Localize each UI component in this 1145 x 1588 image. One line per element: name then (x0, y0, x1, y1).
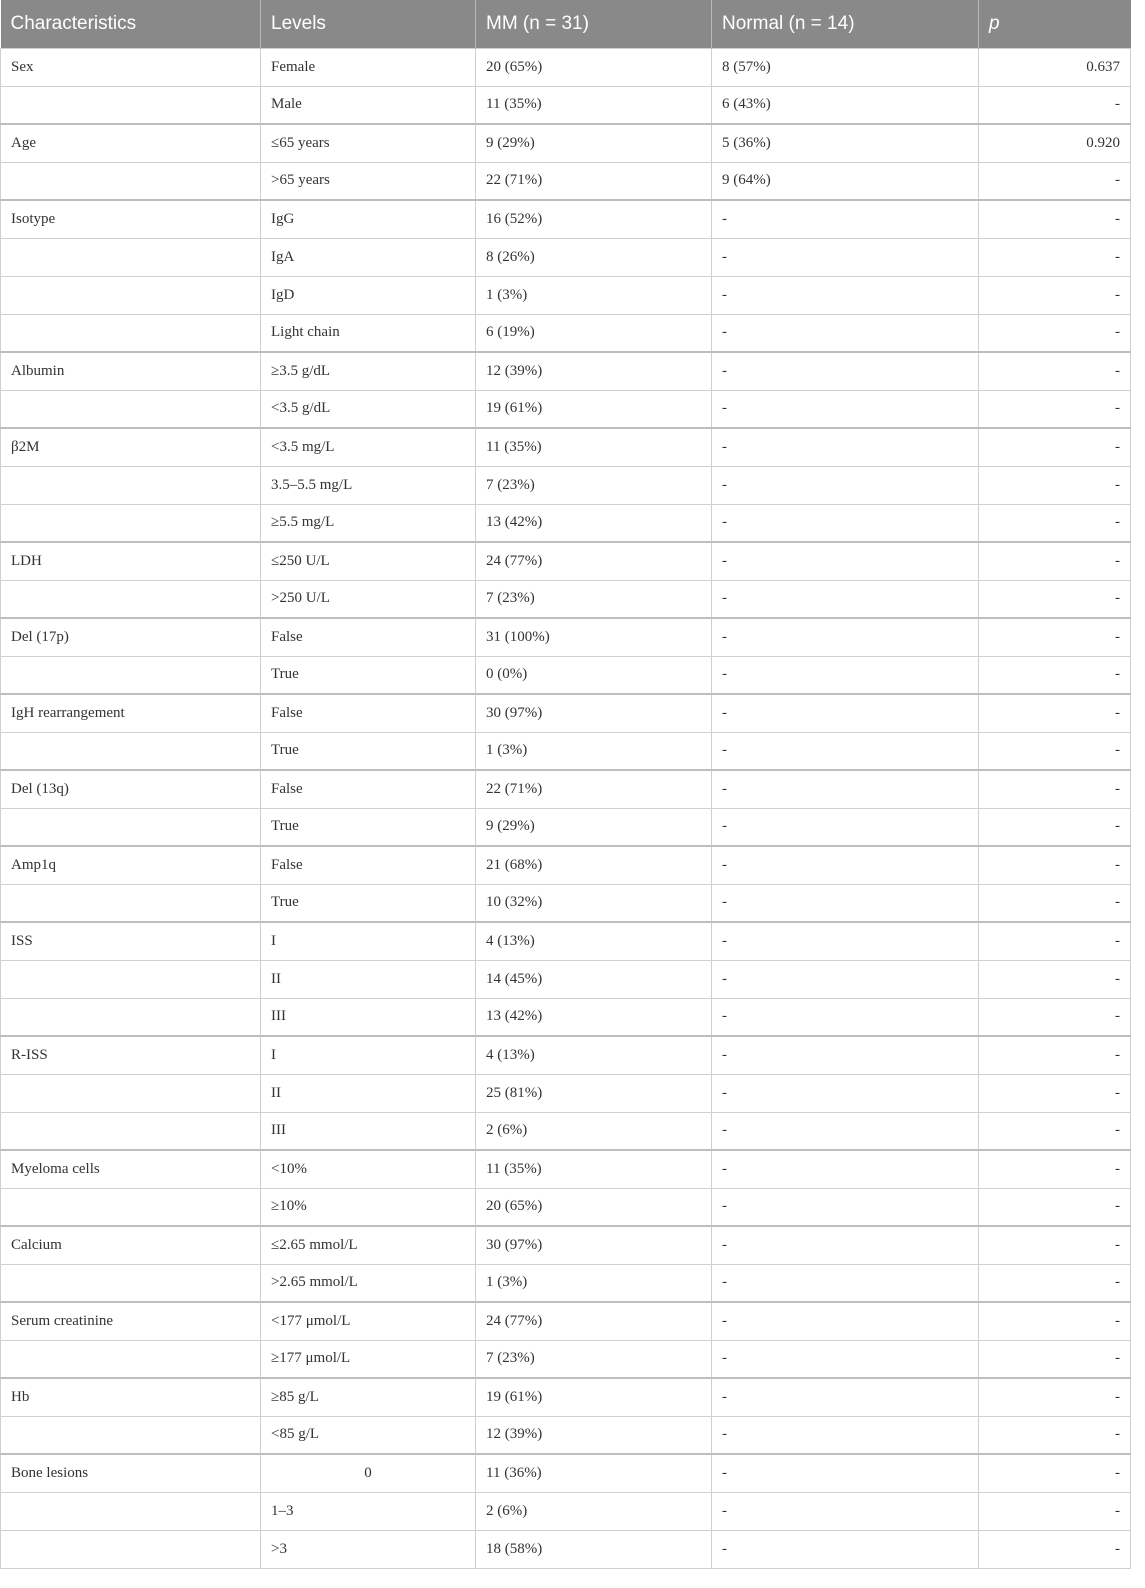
cell-normal: - (712, 428, 979, 466)
cell-p-value: - (979, 86, 1131, 124)
cell-characteristic (1, 998, 261, 1036)
cell-mm: 4 (13%) (476, 1036, 712, 1074)
cell-characteristic: IgH rearrangement (1, 694, 261, 732)
cell-level: False (261, 694, 476, 732)
cell-level: I (261, 1036, 476, 1074)
cell-level: ≤2.65 mmol/L (261, 1226, 476, 1264)
header-row (1, 0, 1131, 48)
cell-mm: 1 (3%) (476, 1264, 712, 1302)
cell-normal: - (712, 200, 979, 238)
cell-characteristic (1, 390, 261, 428)
cell-mm: 13 (42%) (476, 998, 712, 1036)
cell-mm: 20 (65%) (476, 48, 712, 86)
cell-level: IgA (261, 238, 476, 276)
cell-p-value: - (979, 618, 1131, 656)
table-row (1, 504, 1131, 542)
cell-normal: - (712, 922, 979, 960)
cell-characteristic (1, 162, 261, 200)
cell-p-value: - (979, 314, 1131, 352)
cell-characteristic (1, 238, 261, 276)
cell-normal: - (712, 1454, 979, 1492)
cell-normal: - (712, 238, 979, 276)
cell-mm: 14 (45%) (476, 960, 712, 998)
cell-mm: 10 (32%) (476, 884, 712, 922)
table-row (1, 1074, 1131, 1112)
table-row (1, 580, 1131, 618)
cell-p-value: - (979, 1378, 1131, 1416)
cell-characteristic (1, 276, 261, 314)
cell-mm: 11 (35%) (476, 1150, 712, 1188)
cell-characteristic: ISS (1, 922, 261, 960)
cell-characteristic (1, 466, 261, 504)
cell-characteristic (1, 1112, 261, 1150)
cell-characteristic: Del (13q) (1, 770, 261, 808)
table-body (1, 48, 1131, 1568)
cell-p-value: - (979, 846, 1131, 884)
cell-mm: 16 (52%) (476, 200, 712, 238)
cell-characteristic (1, 504, 261, 542)
cell-level: ≥3.5 g/dL (261, 352, 476, 390)
cell-mm: 19 (61%) (476, 1378, 712, 1416)
cell-normal: - (712, 466, 979, 504)
table-row (1, 238, 1131, 276)
cell-characteristic (1, 1492, 261, 1530)
cell-level: Female (261, 48, 476, 86)
table-row (1, 352, 1131, 390)
table-row (1, 542, 1131, 580)
table-row (1, 48, 1131, 86)
cell-level: <10% (261, 1150, 476, 1188)
cell-p-value: 0.920 (979, 124, 1131, 162)
cell-normal: 5 (36%) (712, 124, 979, 162)
cell-p-value: - (979, 770, 1131, 808)
table-row (1, 1530, 1131, 1568)
cell-p-value: - (979, 466, 1131, 504)
table-row (1, 1492, 1131, 1530)
cell-p-value: 0.637 (979, 48, 1131, 86)
cell-p-value: - (979, 1074, 1131, 1112)
cell-p-value: - (979, 808, 1131, 846)
cell-normal: - (712, 1074, 979, 1112)
cell-p-value: - (979, 694, 1131, 732)
cell-normal: - (712, 808, 979, 846)
cell-characteristic: β2M (1, 428, 261, 466)
cell-p-value: - (979, 580, 1131, 618)
cell-characteristic (1, 732, 261, 770)
cell-p-value: - (979, 200, 1131, 238)
table-row (1, 1150, 1131, 1188)
cell-mm: 12 (39%) (476, 1416, 712, 1454)
table-row (1, 998, 1131, 1036)
cell-level: II (261, 1074, 476, 1112)
cell-mm: 22 (71%) (476, 162, 712, 200)
cell-normal: - (712, 1150, 979, 1188)
cell-p-value: - (979, 1188, 1131, 1226)
cell-p-value: - (979, 1036, 1131, 1074)
cell-mm: 18 (58%) (476, 1530, 712, 1568)
cell-characteristic: Calcium (1, 1226, 261, 1264)
table-row (1, 656, 1131, 694)
cell-level: IgD (261, 276, 476, 314)
table-row (1, 694, 1131, 732)
cell-mm: 24 (77%) (476, 1302, 712, 1340)
cell-p-value: - (979, 352, 1131, 390)
cell-mm: 1 (3%) (476, 732, 712, 770)
cell-mm: 7 (23%) (476, 1340, 712, 1378)
cell-normal: - (712, 1416, 979, 1454)
cell-normal: - (712, 276, 979, 314)
table-row (1, 884, 1131, 922)
cell-normal: - (712, 732, 979, 770)
cell-mm: 13 (42%) (476, 504, 712, 542)
header-mm: MM (n = 31) (476, 0, 712, 48)
table-row (1, 1188, 1131, 1226)
cell-normal: - (712, 846, 979, 884)
cell-normal: - (712, 960, 979, 998)
cell-level: III (261, 1112, 476, 1150)
cell-level: <3.5 mg/L (261, 428, 476, 466)
table-row (1, 200, 1131, 238)
cell-level: False (261, 770, 476, 808)
cell-mm: 30 (97%) (476, 694, 712, 732)
cell-mm: 7 (23%) (476, 580, 712, 618)
cell-characteristic (1, 1340, 261, 1378)
cell-level: ≥177 μmol/L (261, 1340, 476, 1378)
cell-level: True (261, 884, 476, 922)
table-row (1, 1226, 1131, 1264)
table-row (1, 276, 1131, 314)
cell-level: ≥85 g/L (261, 1378, 476, 1416)
cell-characteristic (1, 1530, 261, 1568)
cell-level: <177 μmol/L (261, 1302, 476, 1340)
cell-mm: 19 (61%) (476, 390, 712, 428)
cell-mm: 25 (81%) (476, 1074, 712, 1112)
cell-characteristic (1, 884, 261, 922)
cell-mm: 22 (71%) (476, 770, 712, 808)
cell-p-value: - (979, 504, 1131, 542)
cell-mm: 11 (36%) (476, 1454, 712, 1492)
cell-normal: - (712, 1492, 979, 1530)
cell-mm: 4 (13%) (476, 922, 712, 960)
cell-characteristic: R-ISS (1, 1036, 261, 1074)
cell-level: ≤250 U/L (261, 542, 476, 580)
cell-p-value: - (979, 656, 1131, 694)
table-row (1, 1454, 1131, 1492)
cell-mm: 8 (26%) (476, 238, 712, 276)
cell-normal: 6 (43%) (712, 86, 979, 124)
cell-p-value: - (979, 960, 1131, 998)
cell-mm: 12 (39%) (476, 352, 712, 390)
cell-mm: 24 (77%) (476, 542, 712, 580)
cell-p-value: - (979, 732, 1131, 770)
cell-normal: - (712, 1378, 979, 1416)
cell-p-value: - (979, 1530, 1131, 1568)
cell-mm: 30 (97%) (476, 1226, 712, 1264)
cell-level: <3.5 g/dL (261, 390, 476, 428)
cell-level: III (261, 998, 476, 1036)
cell-mm: 11 (35%) (476, 428, 712, 466)
cell-level: >65 years (261, 162, 476, 200)
cell-characteristic (1, 1264, 261, 1302)
cell-mm: 6 (19%) (476, 314, 712, 352)
cell-normal: - (712, 1530, 979, 1568)
cell-characteristic (1, 86, 261, 124)
cell-normal: - (712, 1226, 979, 1264)
cell-characteristic: Sex (1, 48, 261, 86)
cell-mm: 31 (100%) (476, 618, 712, 656)
cell-level: >2.65 mmol/L (261, 1264, 476, 1302)
cell-p-value: - (979, 884, 1131, 922)
table-row (1, 618, 1131, 656)
cell-normal: - (712, 504, 979, 542)
cell-p-value: - (979, 1302, 1131, 1340)
cell-level: I (261, 922, 476, 960)
table-row (1, 390, 1131, 428)
table-row (1, 466, 1131, 504)
cell-normal: - (712, 694, 979, 732)
cell-characteristic: Serum creatinine (1, 1302, 261, 1340)
cell-normal: - (712, 618, 979, 656)
cell-normal: - (712, 656, 979, 694)
cell-characteristic: Hb (1, 1378, 261, 1416)
table-row (1, 1036, 1131, 1074)
cell-level: True (261, 808, 476, 846)
header-levels: Levels (261, 0, 476, 48)
cell-characteristic: LDH (1, 542, 261, 580)
header-normal: Normal (n = 14) (712, 0, 979, 48)
cell-normal: - (712, 314, 979, 352)
cell-level: Light chain (261, 314, 476, 352)
cell-characteristic (1, 960, 261, 998)
cell-mm: 9 (29%) (476, 124, 712, 162)
table-row (1, 922, 1131, 960)
cell-p-value: - (979, 998, 1131, 1036)
table-header (1, 0, 1131, 48)
cell-p-value: - (979, 162, 1131, 200)
cell-level: False (261, 846, 476, 884)
cell-mm: 11 (35%) (476, 86, 712, 124)
table-row (1, 732, 1131, 770)
cell-p-value: - (979, 922, 1131, 960)
cell-characteristic (1, 808, 261, 846)
cell-p-value: - (979, 1340, 1131, 1378)
table-row (1, 1264, 1131, 1302)
cell-level: ≥5.5 mg/L (261, 504, 476, 542)
cell-characteristic: Age (1, 124, 261, 162)
table-row (1, 846, 1131, 884)
cell-level: ≤65 years (261, 124, 476, 162)
cell-mm: 21 (68%) (476, 846, 712, 884)
cell-characteristic: Bone lesions (1, 1454, 261, 1492)
cell-level: True (261, 656, 476, 694)
cell-normal: - (712, 580, 979, 618)
table-row (1, 1378, 1131, 1416)
cell-normal: - (712, 1302, 979, 1340)
table-row (1, 1302, 1131, 1340)
cell-mm: 9 (29%) (476, 808, 712, 846)
cell-mm: 2 (6%) (476, 1492, 712, 1530)
header-characteristics: Characteristics (1, 0, 261, 48)
table-row (1, 1340, 1131, 1378)
cell-characteristic (1, 656, 261, 694)
cell-p-value: - (979, 1492, 1131, 1530)
cell-p-value: - (979, 1416, 1131, 1454)
cell-level: 3.5–5.5 mg/L (261, 466, 476, 504)
cell-normal: - (712, 884, 979, 922)
cell-characteristic (1, 1074, 261, 1112)
cell-p-value: - (979, 1112, 1131, 1150)
cell-normal: - (712, 1112, 979, 1150)
cell-normal: - (712, 1264, 979, 1302)
cell-normal: - (712, 1036, 979, 1074)
cell-p-value: - (979, 238, 1131, 276)
table-row (1, 808, 1131, 846)
cell-characteristic: Del (17p) (1, 618, 261, 656)
cell-p-value: - (979, 276, 1131, 314)
cell-level: <85 g/L (261, 1416, 476, 1454)
cell-level: IgG (261, 200, 476, 238)
cell-characteristic: Myeloma cells (1, 1150, 261, 1188)
cell-level: >3 (261, 1530, 476, 1568)
cell-p-value: - (979, 542, 1131, 580)
table-row (1, 1416, 1131, 1454)
cell-normal: - (712, 390, 979, 428)
cell-characteristic (1, 1416, 261, 1454)
cell-normal: - (712, 1340, 979, 1378)
cell-level: False (261, 618, 476, 656)
cell-p-value: - (979, 1454, 1131, 1492)
cell-characteristic: Albumin (1, 352, 261, 390)
cell-characteristic: Amp1q (1, 846, 261, 884)
cell-level: >250 U/L (261, 580, 476, 618)
cell-level: 1–3 (261, 1492, 476, 1530)
cell-level: ≥10% (261, 1188, 476, 1226)
cell-characteristic: Isotype (1, 200, 261, 238)
table-row (1, 770, 1131, 808)
cell-level: True (261, 732, 476, 770)
cell-normal: - (712, 352, 979, 390)
table-row (1, 1112, 1131, 1150)
cell-normal: 8 (57%) (712, 48, 979, 86)
cell-characteristic (1, 314, 261, 352)
cell-mm: 7 (23%) (476, 466, 712, 504)
table-row (1, 162, 1131, 200)
cell-p-value: - (979, 428, 1131, 466)
table-row (1, 86, 1131, 124)
cell-mm: 1 (3%) (476, 276, 712, 314)
cell-p-value: - (979, 1226, 1131, 1264)
cell-normal: - (712, 998, 979, 1036)
cell-level: II (261, 960, 476, 998)
cell-normal: - (712, 770, 979, 808)
cell-p-value: - (979, 1264, 1131, 1302)
cell-normal: - (712, 542, 979, 580)
table-row (1, 428, 1131, 466)
cell-p-value: - (979, 390, 1131, 428)
cell-mm: 2 (6%) (476, 1112, 712, 1150)
table-row (1, 124, 1131, 162)
cell-characteristic (1, 1188, 261, 1226)
header-p-value: p (979, 0, 1131, 48)
cell-mm: 0 (0%) (476, 656, 712, 694)
cell-level: Male (261, 86, 476, 124)
table-row (1, 314, 1131, 352)
cell-normal: - (712, 1188, 979, 1226)
table-row (1, 960, 1131, 998)
cell-mm: 20 (65%) (476, 1188, 712, 1226)
cell-level: 0 (261, 1454, 476, 1492)
cell-p-value: - (979, 1150, 1131, 1188)
cell-characteristic (1, 580, 261, 618)
cell-normal: 9 (64%) (712, 162, 979, 200)
